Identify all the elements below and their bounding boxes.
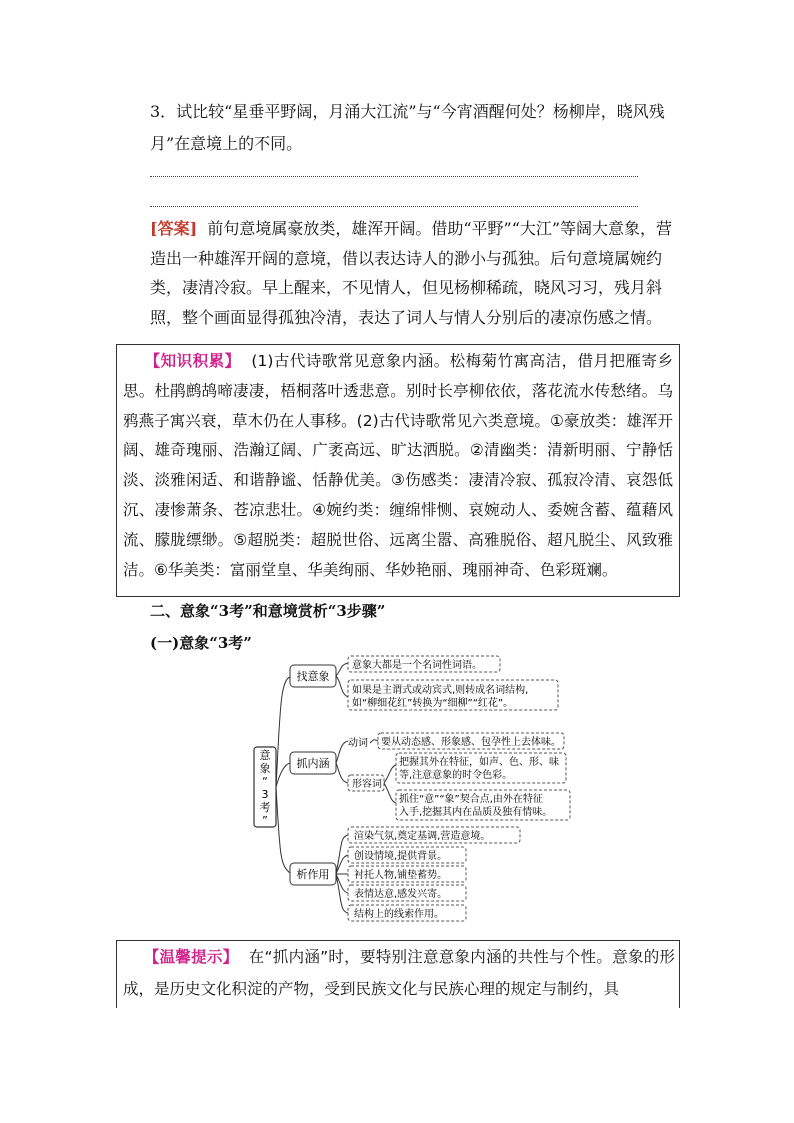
function-item-1-text: 渲染气氛,奠定基调,营造意境。 <box>354 831 491 842</box>
root-char-4: 3 <box>261 788 269 801</box>
function-item-4-text: 表情达意,感发兴寄。 <box>354 889 448 900</box>
answer-line-1 <box>150 176 638 177</box>
tip-text: 在“抓内涵”时，要特别注意意象内涵的共性与个性。意象的形成，是历史文化积淀的产物，受到民族文化与民族心理的规定与制约，具 <box>123 948 675 998</box>
branch-analyze-label: 析作用 <box>296 868 330 881</box>
question-3: 3．试比较“星垂平野阔，月涌大江流”与“今宵酒醒何处？杨柳岸，晓风残月”在意境上的不同。 <box>150 102 665 153</box>
answer-line-2 <box>150 206 638 207</box>
root-char-2: 象 <box>259 762 271 775</box>
branch-grasp-label: 抓内涵 <box>296 757 330 770</box>
tip-box <box>116 940 680 1008</box>
function-item-2-text: 创设情境,提供背景。 <box>354 851 448 862</box>
answer-label: [答案] <box>150 219 198 238</box>
connector-root-b3 <box>276 787 290 873</box>
root-char-3: “ <box>262 775 268 788</box>
function-item-3-text: 衬托人物,铺垫蓄势。 <box>354 870 448 881</box>
verb-label: 动词 <box>348 738 368 749</box>
adjective-item-1-line-1: 把握其外在特征，如声、色、形、味 <box>399 757 559 768</box>
root-char-6: ” <box>262 814 268 827</box>
knowledge-text: (1)古代诗歌常见意象内涵。松梅菊竹寓高洁，借月把雁寄乡思。杜鹃鹧鸪啼凄凄，梧桐落叶透悲意。别时长亭柳依依，落花流水传愁绪。乌鸦燕子寓兴衰，草木仍在人事移。(2)古代诗歌常见六类意境。①豪放类：雄浑开阔、雄奇瑰丽、浩瀚辽阔、广袤高远、旷达洒脱。②清幽类：清新明丽、宁静恬淡、淡雅闲适、和谐静谧、恬静优美。③伤感类：凄清冷寂、孤寂冷清、哀怨低沉、凄惨萧条、苍凉悲壮。④婉约类：缠绵悱恻、哀婉动人、委婉含蓄、蕴藉风流、朦胧缥缈。⑤超脱类：超脱世俗、远离尘嚣、高雅脱俗、超凡脱尘、风致雅洁。⑥华美类：富丽堂皇、华美绚丽、华妙艳丽、瑰丽神奇、色彩斑斓。 <box>123 352 673 579</box>
connector-root-b1 <box>276 677 290 787</box>
root-char-1: 意 <box>259 749 271 762</box>
knowledge-label: 【知识积累】 <box>144 352 241 370</box>
imagery-diagram <box>240 655 580 930</box>
adjective-item-2-line-1: 抓住“意”“象”契合点,由外在特征 <box>399 794 543 805</box>
find-item-1-text: 意象大都是一个名词性词语。 <box>352 660 482 671</box>
knowledge-box <box>116 344 680 597</box>
adjective-item-2-line-2: 入手,挖掘其内在品质及独有情味。 <box>399 807 553 818</box>
section-subheading: (一)意象“3考” <box>150 634 252 652</box>
function-item-5-text: 结构上的线索作用。 <box>354 909 444 920</box>
find-item-2-line-1: 如果是主谓式或动宾式,则转成名词结构, <box>352 685 529 696</box>
tip-label: 【温馨提示】 <box>143 948 239 966</box>
branch-find-label: 找意象 <box>296 670 330 683</box>
answer-block <box>150 214 680 332</box>
find-item-2-line-2: 如“柳细花红”转换为“细柳”“红花”。 <box>352 698 514 709</box>
verb-item-text: 要从动态感、形象感、包孕性上去体味。 <box>381 737 561 748</box>
connector-root-b2 <box>276 763 290 787</box>
adjective-label: 形容词 <box>352 779 382 790</box>
section-heading: 二、意象“3考”和意境赏析“3步骤” <box>150 602 386 620</box>
answer-text: 前句意境属豪放类，雄浑开阔。借助“平野”“大江”等阔大意象，营造出一种雄浑开阔的意境，借以表达诗人的渺小与孤独。后句意境属婉约类，凄清冷寂。早上醒来，不见情人，但见杨柳稀疏，晓风习习，残月斜照，整个画面显得孤独冷清，表达了词人与情人分别后的凄凉伤感之情。 <box>150 219 673 327</box>
adjective-item-1-line-2: 等,注意意象的时令色彩。 <box>399 770 513 781</box>
root-char-5: 考 <box>259 801 271 814</box>
